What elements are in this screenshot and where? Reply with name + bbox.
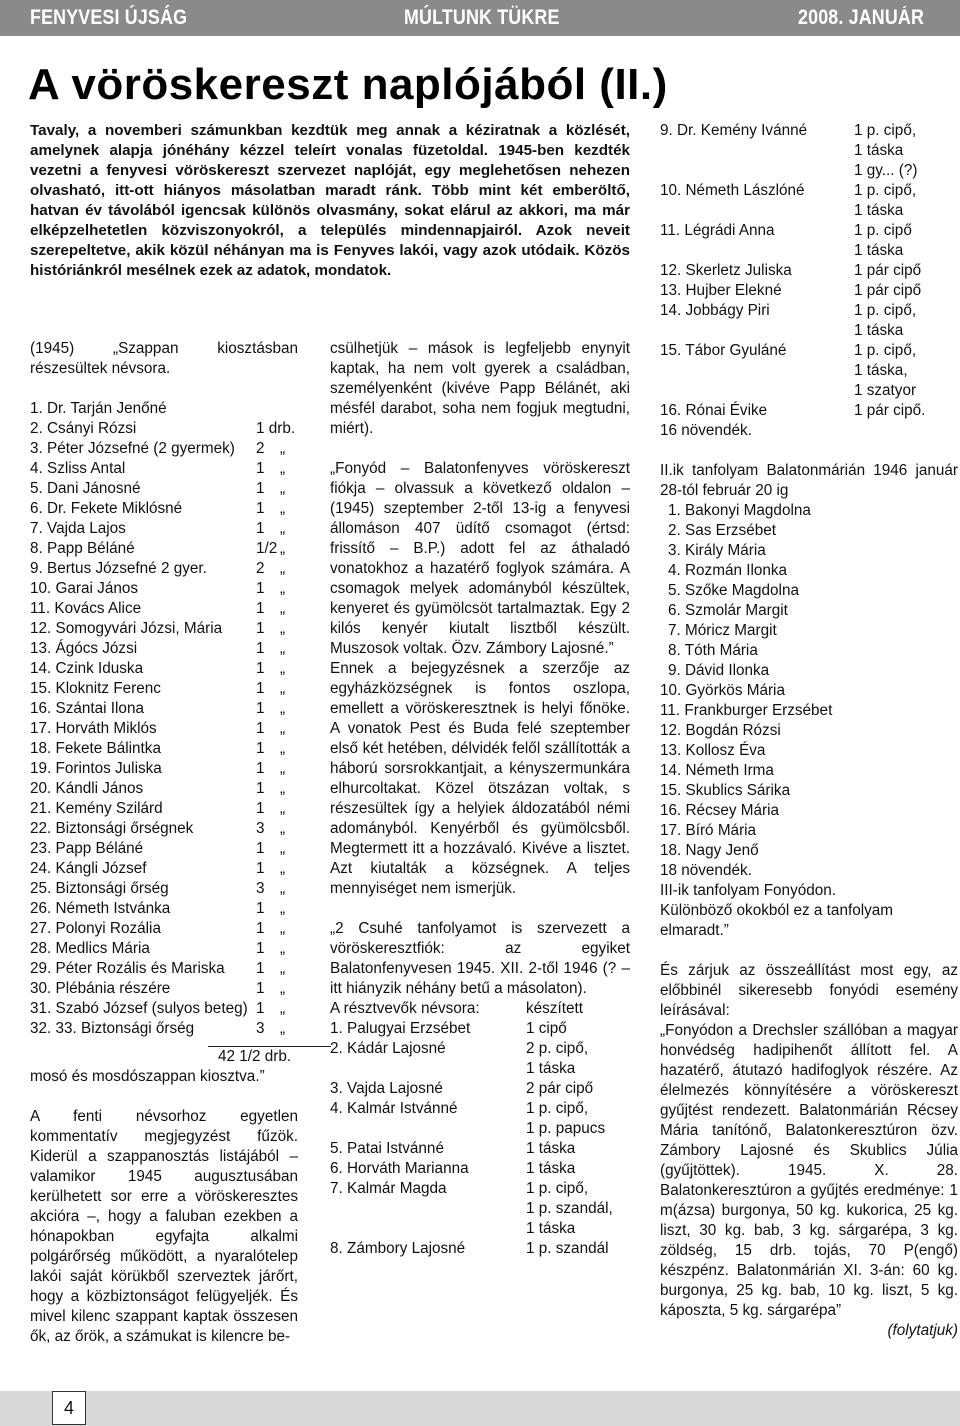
list-item [660, 821, 958, 841]
student-name: 10. Györkös Mária [660, 682, 785, 699]
list-item [30, 859, 298, 879]
participant-name: 5. Patai Istvánné [330, 1140, 444, 1157]
participant-items: 1 táska [526, 1140, 576, 1157]
list-item-name: 13. Ágócs Józsi [30, 640, 138, 657]
list-item-name: 20. Kándli János [30, 780, 144, 797]
list-item [30, 599, 298, 619]
list-item [660, 381, 958, 401]
list-item-name: 19. Forintos Juliska [30, 760, 162, 777]
list-item [660, 521, 958, 541]
page-number: 4 [52, 1391, 86, 1425]
list-item [30, 419, 298, 439]
issue-date: 2008. JANUÁR [798, 6, 925, 29]
student-name: 6. Szmolár Margit [668, 602, 788, 619]
list-item [660, 321, 958, 341]
list-item [330, 1239, 630, 1259]
soap-list [30, 399, 298, 1039]
list-item-quantity: 1 [256, 640, 265, 657]
list-item [330, 1039, 630, 1059]
list-item-unit: „ [280, 640, 286, 657]
list-item [30, 499, 298, 519]
column-right [660, 121, 958, 1341]
page-footer [0, 1391, 960, 1426]
participant-items: 1 pár cipő [854, 262, 922, 279]
list-item-unit: „ [280, 840, 286, 857]
participant-name: 7. Kalmár Magda [330, 1180, 447, 1197]
list-item-quantity: 1 [256, 660, 265, 677]
participant-name: 13. Hujber Elekné [660, 282, 782, 299]
student-name: 5. Szőke Magdolna [668, 582, 799, 599]
list-item-name: 21. Kemény Szilárd [30, 800, 163, 817]
list-item [30, 999, 298, 1019]
list-item [660, 581, 958, 601]
list-item-quantity: 1 [256, 980, 265, 997]
list-item-name: 8. Papp Béláné [30, 540, 135, 557]
list-item [330, 1019, 630, 1039]
participant-items: 1 p. cipő [854, 222, 912, 239]
list-item-name: 6. Dr. Fekete Miklósné [30, 500, 183, 517]
to-be-continued: (folytatjuk) [887, 1322, 958, 1339]
participant-items: 1 táska [854, 142, 904, 159]
list-item-unit: „ [280, 860, 286, 877]
list-item-name: 29. Péter Rozális és Mariska [30, 960, 225, 977]
list-item [30, 1019, 298, 1039]
list-item-quantity: 1 [256, 620, 265, 637]
course-heading: III-ik tanfolyam Fonyódon. [660, 882, 836, 899]
column-left [30, 339, 298, 1347]
list-item-quantity: 1 [256, 860, 265, 877]
participant-items: 1 p. cipő, [854, 122, 917, 139]
student-name: 3. Király Mária [668, 542, 766, 559]
list-item [30, 839, 298, 859]
list-item [660, 401, 958, 421]
list-item [30, 619, 298, 639]
list-item-unit: „ [280, 620, 286, 637]
list-item [30, 659, 298, 679]
participant-name: 6. Horváth Marianna [330, 1160, 469, 1177]
list-item [660, 841, 958, 861]
list-item-unit: „ [280, 540, 286, 557]
list-item-quantity: 3 [256, 820, 265, 837]
list-item-name: 4. Szliss Antal [30, 460, 126, 477]
list-item-unit: „ [280, 960, 286, 977]
list-item-quantity: 2 [256, 560, 265, 577]
list-item-unit: „ [280, 700, 286, 717]
student-name: 17. Bíró Mária [660, 822, 757, 839]
list-item [660, 221, 958, 241]
list-item [660, 541, 958, 561]
list-item [660, 721, 958, 741]
list-item [660, 701, 958, 721]
quote-paragraph: „Fonyódon a Drechsler szállóban a magyar honvédség hadipihenőt állított fel. A hazatérő, átutazó hadifoglyok részére. Az élelmezés könnyítésére a vöröskereszt gyűjtést rendezett. Balatonmárián Récsey Mária tanítónő, Balatonkeresztúron özv. Zámbory Lajosné és Skublics Júlia (gyűjtöttek). 1945. X. 28. Balatonkeresztúron a gyűjtés eredménye: 1 m(ázsa) burgonya, 50 kg. kukorica, 25 kg. liszt, 30 kg. bab, 3 kg. sárgarépa, 3 kg. zöldség, 15 drb. tojás, 70 P(engő) készpénz. Balatonmárián XI. 3-án: 60 kg. burgonya, 25 kg. bab, 10 kg. liszt, 5 kg. káposzta, 5 kg. sárgarépa” [660, 1022, 958, 1319]
list-item-unit: „ [280, 800, 286, 817]
participant-items: 2 p. cipő, [526, 1040, 589, 1057]
student-name: 7. Móricz Margit [668, 622, 777, 639]
list-item-quantity: 1 [256, 900, 265, 917]
list-item-quantity: 1 [256, 500, 265, 517]
list-item-name: 5. Dani Jánosné [30, 480, 141, 497]
list-item-unit: „ [280, 460, 286, 477]
list-item [330, 1059, 630, 1079]
participant-items: 1 táska [854, 322, 904, 339]
list-item-quantity: 1 [256, 760, 265, 777]
participant-items: 1 p. papucs [526, 1120, 606, 1137]
participant-items: 1 pár cipő [854, 282, 922, 299]
list-item-quantity: 3 [256, 1020, 265, 1037]
list-item [660, 261, 958, 281]
list-item [30, 559, 298, 579]
list-item-quantity: 1 [256, 680, 265, 697]
list-item-unit: „ [280, 440, 286, 457]
list-item-unit: „ [280, 560, 286, 577]
list-item-name: 14. Czink Iduska [30, 660, 144, 677]
list-item [30, 919, 298, 939]
list-item-unit: „ [280, 900, 286, 917]
list-item [660, 641, 958, 661]
list-item-name: 11. Kovács Alice [30, 600, 142, 617]
participant-items: 1 táska [526, 1060, 576, 1077]
paragraph: „Fonyód – Balatonfenyves vöröskereszt fiókja – olvassuk a következő oldalon – (1945) szeptember 2-től 13-ig a fenyvesi állomáson 407 üdítő csomagot (értsd: frissítő – B.P.) adott fel az áthaladó vonatokhoz a hazatérő foglyok számára. A csomagok melyek adományból készültek, kenyeret és gyümölcsöt tartalmaztak. Egy 2 kilós kenyér kiutalt lisztből készült. Muszosok voltak. Özv. Zámbory Lajosné.” [330, 460, 630, 657]
list-item-name: 30. Plébánia részére [30, 980, 171, 997]
list-item-quantity: 1 drb. [256, 420, 296, 437]
participant-name: 12. Skerletz Juliska [660, 262, 792, 279]
list-item-name: 26. Németh Istvánka [30, 900, 171, 917]
list-item-name: 16. Szántai Ilona [30, 700, 144, 717]
student-name: 13. Kollosz Éva [660, 742, 766, 759]
list-item-name: 18. Fekete Bálintka [30, 740, 161, 757]
list-item-unit: „ [280, 760, 286, 777]
list-item-name: 22. Biztonsági őrségnek [30, 820, 194, 837]
list-item-name: 2. Csányi Rózsi [30, 420, 137, 437]
list-item [660, 661, 958, 681]
list-item [30, 939, 298, 959]
list-item-name: 23. Papp Béláné [30, 840, 144, 857]
participant-items: 1 p. cipő, [854, 182, 917, 199]
list-item [660, 361, 958, 381]
list-item-quantity: 1 [256, 740, 265, 757]
list-item [30, 819, 298, 839]
list-item-unit: „ [280, 1000, 286, 1017]
list-item-quantity: 1 [256, 940, 265, 957]
list-item-unit: „ [280, 480, 286, 497]
student-name: 15. Skublics Sárika [660, 782, 791, 799]
participant-items: 1 p. cipő, [526, 1180, 589, 1197]
list-item [30, 519, 298, 539]
list-item-name: 1. Dr. Tarján Jenőné [30, 400, 167, 417]
list-item-name: 27. Polonyi Rozália [30, 920, 161, 937]
list-item [660, 741, 958, 761]
soap-closing: mosó és mosdószappan kiosztva.” [30, 1068, 265, 1085]
list-item-unit: „ [280, 820, 286, 837]
list-item [30, 699, 298, 719]
list-item-unit: „ [280, 660, 286, 677]
participant-name: 16. Rónai Évike [660, 402, 768, 419]
list-item-quantity: 3 [256, 880, 265, 897]
list-item-quantity: 1 [256, 480, 265, 497]
list-item-unit: „ [280, 920, 286, 937]
list-item [30, 579, 298, 599]
list-item-name: 12. Somogyvári Józsi, Mária [30, 620, 223, 637]
list-item-quantity: 1 [256, 460, 265, 477]
list-item [30, 979, 298, 999]
participants-heading: A résztvevők névsora: készített [330, 1000, 583, 1017]
participant-items: 1 táska [854, 242, 904, 259]
list-item-name: 3. Péter Józsefné (2 gyermek) [30, 440, 235, 457]
participant-name: 11. Légrádi Anna [660, 222, 775, 239]
participant-items: 1 p. szandál, [526, 1200, 613, 1217]
list-item-quantity: 2 [256, 440, 265, 457]
participant-items: 1 cipő [526, 1020, 567, 1037]
list-item [660, 561, 958, 581]
list-item-unit: „ [280, 780, 286, 797]
participant-items: 1 táska [854, 202, 904, 219]
list-item-unit: „ [280, 600, 286, 617]
publication-name: FENYVESI ÚJSÁG [30, 6, 188, 29]
list-item [660, 181, 958, 201]
list-item [330, 1119, 630, 1139]
list-item-name: 10. Garai János [30, 580, 138, 597]
list-item [30, 679, 298, 699]
participant-name: 15. Tábor Gyuláné [660, 342, 787, 359]
list-item [330, 1179, 630, 1199]
list-item [30, 959, 298, 979]
participant-items: 1 táska [526, 1160, 576, 1177]
list-item [30, 759, 298, 779]
list-item [660, 241, 958, 261]
soap-list-heading: (1945) „Szappan kiosztásban részesültek névsora. [30, 340, 298, 377]
participant-name: 2. Kádár Lajosné [330, 1040, 446, 1057]
paragraph: csülhetjük – mások is legfeljebb enynyit kaptak, ha nem volt gyerek a családban, személyenként (kivéve Papp Bélánét, aki mésfél darabot, soha nem fogjuk megtudni, miért). [330, 340, 630, 437]
student-name: 4. Rozmán Ilonka [668, 562, 788, 579]
list-item-name: 25. Biztonsági őrség [30, 880, 169, 897]
student-name: 8. Tóth Mária [668, 642, 758, 659]
list-item [30, 439, 298, 459]
paragraph: Ennek a bejegyzésnek a szerzője az egyházközségnek is fontos oszlopa, emellett a vöröskeresztnek is helyi főnöke. A vonatok Pest és Buda felé szeptember első két hetében, délvidék felől szállították a háború sorsrokkantjait, a kényszermunkára elhurcoltakat. Közel ötszázan voltak, s részesültek így a helyiek áldozatából némi adományból. Kenyérből és gyümölcsből. Megtermett itt a hozzávaló. Kivéve a lisztet. Azt kiutalták a községnek. A teljes mennyiséget nem ismerjük. [330, 660, 630, 897]
paragraph: Különböző okokból ez a tanfolyam elmaradt.” [660, 902, 894, 939]
list-item [30, 479, 298, 499]
list-item [660, 501, 958, 521]
list-item [660, 121, 958, 141]
paragraph: „2 Csuhé tanfolyamot is szervezett a vöröskeresztfiók: az egyiket Balatonfenyvesen 1945. XII. 2-től 1946 (? – itt hiányzik néhány betű a másolaton). [330, 920, 630, 997]
participant-name: 9. Dr. Kemény Ivánné [660, 122, 808, 139]
list-item-quantity: 1/2 [256, 540, 278, 557]
course-heading: II.ik tanfolyam Balatonmárián 1946 január 28-tól február 20 ig [660, 462, 958, 499]
participant-items: 1 p. szandál [526, 1240, 609, 1257]
participant-items: 2 pár cipő [526, 1080, 594, 1097]
list-item-quantity: 1 [256, 720, 265, 737]
list-item [330, 1159, 630, 1179]
article-title: A vöröskereszt naplójából (II.) [28, 60, 668, 109]
participant-name: 8. Zámbory Lajosné [330, 1240, 466, 1257]
participant-items: 1 pár cipő. [854, 402, 926, 419]
soap-total: 42 1/2 drb. [218, 1048, 292, 1065]
list-item-quantity: 1 [256, 600, 265, 617]
list-item [330, 1099, 630, 1119]
list-item-unit: „ [280, 500, 286, 517]
list-item-unit: „ [280, 720, 286, 737]
student-name: 11. Frankburger Erzsébet [660, 702, 833, 719]
course-participants-list [330, 1019, 630, 1259]
list-item [30, 879, 298, 899]
participant-items: 1 p. cipő, [854, 302, 917, 319]
participant-items: 1 p. cipő, [854, 342, 917, 359]
list-item [660, 801, 958, 821]
page-header [0, 0, 960, 36]
participant-items: 1 táska, [854, 362, 908, 379]
list-item [30, 719, 298, 739]
list-item-name: 15. Kloknitz Ferenc [30, 680, 161, 697]
list-item-unit: „ [280, 940, 286, 957]
participant-name: 10. Németh Lászlóné [660, 182, 805, 199]
list-item-unit: „ [280, 1020, 286, 1037]
list-item-name: 24. Kángli József [30, 860, 147, 877]
list-item-unit: „ [280, 880, 286, 897]
list-item [660, 761, 958, 781]
list-item-name: 17. Horváth Miklós [30, 720, 157, 737]
list-item [660, 621, 958, 641]
list-item [660, 281, 958, 301]
participant-items: 1 szatyor [854, 382, 917, 399]
student-name: 18. Nagy Jenő [660, 842, 759, 859]
participant-name: 3. Vajda Lajosné [330, 1080, 443, 1097]
list-item-name: 9. Bertus Józsefné 2 gyer. [30, 560, 207, 577]
list-item-unit: „ [280, 740, 286, 757]
list-item [30, 459, 298, 479]
list-item [30, 539, 298, 559]
list-item-quantity: 1 [256, 520, 265, 537]
participant-name: 1. Palugyai Erzsébet [330, 1020, 471, 1037]
student-name: 12. Bogdán Rózsi [660, 722, 781, 739]
course2-list [660, 501, 958, 861]
paragraph: És zárjuk az összeállítást most egy, az előbbinél sikeresebb fonyódi esemény leírásával: [660, 962, 958, 1019]
list-item-quantity: 1 [256, 920, 265, 937]
participant-name: 14. Jobbágy Piri [660, 302, 770, 319]
list-item [660, 201, 958, 221]
participant-items: 1 gy... (?) [854, 162, 918, 179]
list-item-quantity: 1 [256, 1000, 265, 1017]
student-count: 16 növendék. [660, 422, 752, 439]
article-lead: Tavaly, a novemberi számunkban kezdtük meg annak a kéziratnak a közlését, amelynek alapja jónéhány kézzel teleírt vonalas füzetoldal. 1945-ben kezdték vezetni a fenyvesi vöröskereszt szervezet naplóját, egy meglehetősen nehezen olvasható, itt-ott hiányos másolatban maradt ránk. Több mint két emberöltő, hatvan év távolából igencsak különös olvasmány, sokat elárul az akkori, ma már elképzelhetetlen közviszonyokról, a település mindennapjairól. Azok neveit szerepeltetve, akik közül néhányan ma is Fenyves lakói, vagy azok utódaik. Közös históriánkról mesélnek ezek az adatok, mondatok. [30, 122, 630, 279]
list-item [660, 601, 958, 621]
list-item [30, 899, 298, 919]
student-name: 9. Dávid Ilonka [668, 662, 770, 679]
list-item [660, 681, 958, 701]
student-name: 2. Sas Erzsébet [668, 522, 776, 539]
list-item-quantity: 1 [256, 800, 265, 817]
column-middle [330, 339, 630, 1259]
soap-comment: A fenti névsorhoz egyetlen kommentatív megjegyzést fűzök. Kiderül a szappanosztás listájából – valamikor 1945 augusztusában kerülhetett sor erre a vöröskeresztes akcióra –, hogy a faluban ezekben a hónapokban egyfajta alkalmi polgárőrség működött, a nyaralótelep lakói saját körükből szerveztek járőrt, hogy a közbiztonságot felügyeljék. És mivel kilenc szappant kaptak összesen ők, az őrök, a számukat is kilencre be- [30, 1108, 298, 1345]
list-item [330, 1199, 630, 1219]
list-item-name: 31. Szabó József (sulyos beteg) [30, 1000, 248, 1017]
list-item [30, 399, 298, 419]
list-item [660, 341, 958, 361]
participant-items: 1 p. cipő, [526, 1100, 589, 1117]
list-item [30, 739, 298, 759]
list-item [330, 1219, 630, 1239]
list-item-quantity: 1 [256, 960, 265, 977]
participant-items: 1 táska [526, 1220, 576, 1237]
list-item [330, 1139, 630, 1159]
list-item-quantity: 1 [256, 580, 265, 597]
student-name: 1. Bakonyi Magdolna [668, 502, 811, 519]
list-item [30, 799, 298, 819]
list-item-unit: „ [280, 980, 286, 997]
course-participants-list-continued [660, 121, 958, 421]
list-item-quantity: 1 [256, 700, 265, 717]
list-item-unit: „ [280, 520, 286, 537]
list-item [660, 141, 958, 161]
list-item [330, 1079, 630, 1099]
student-count: 18 növendék. [660, 862, 752, 879]
list-item-quantity: 1 [256, 780, 265, 797]
list-item [660, 301, 958, 321]
list-item-name: 32. 33. Biztonsági őrség [30, 1020, 195, 1037]
list-item [660, 781, 958, 801]
section-name: MÚLTUNK TÜKRE [404, 6, 560, 29]
list-item [30, 639, 298, 659]
participant-name: 4. Kalmár Istvánné [330, 1100, 458, 1117]
list-item [660, 161, 958, 181]
list-item-name: 28. Medlics Mária [30, 940, 150, 957]
list-item-unit: „ [280, 580, 286, 597]
list-item-quantity: 1 [256, 840, 265, 857]
list-item-name: 7. Vajda Lajos [30, 520, 126, 537]
student-name: 14. Németh Irma [660, 762, 774, 779]
list-item-unit: „ [280, 680, 286, 697]
student-name: 16. Récsey Mária [660, 802, 780, 819]
list-item [30, 779, 298, 799]
